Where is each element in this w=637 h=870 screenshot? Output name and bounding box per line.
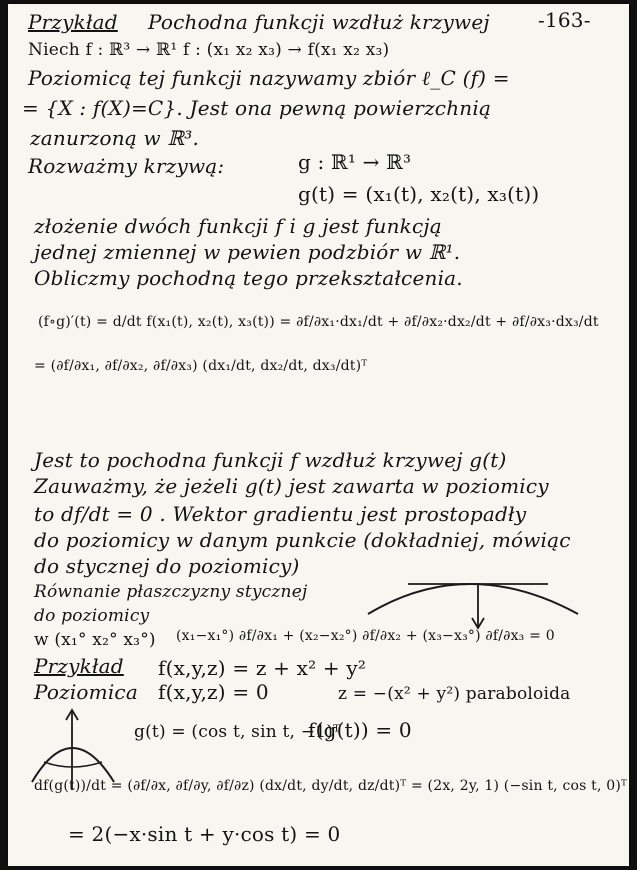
page-number: -163- [538,8,591,32]
text-line: Rozważmy krzywą: [28,154,225,178]
text-line: złożenie dwóch funkcji f i g jest funkcją [34,214,442,238]
formula-line: f(x,y,z) = z + x² + y² [158,656,367,680]
formula-line: = 2(−x·sin t + y·cos t) = 0 [68,822,341,846]
text-line: do poziomicy w danym punkcie (dokładniej, mówiąc [34,528,571,552]
text-line: Obliczmy pochodną tego przekształcenia. [34,266,463,290]
text-line: = {X : f(X)=C}. Jest ona pewną powierzchnią [22,96,492,120]
heading-example: Przykład [28,10,118,34]
formula-line: df(g(t))/dt = (∂f/∂x, ∂f/∂y, ∂f/∂z) (dx/dt, dy/dt, dz/dt)ᵀ = (2x, 2y, 1) (−sin t, cos t, 0)ᵀ [34,778,628,794]
formula-line: z = −(x² + y²) paraboloida [338,684,571,704]
heading-example: Przykład [34,654,124,678]
text-line: to df/dt = 0 . Wektor gradientu jest prostopadły [34,502,527,526]
text-line: Jest to pochodna funkcji f wzdłuż krzywej g(t) [34,448,507,472]
formula-line: f(g(t)) = 0 [308,718,412,742]
text-line: do poziomicy [34,606,150,626]
formula-line: (x₁−x₁°) ∂f/∂x₁ + (x₂−x₂°) ∂f/∂x₂ + (x₃−x₃°) ∂f/∂x₃ = 0 [176,628,555,644]
text-line: Poziomica [34,680,138,704]
text-line: zanurzoną w ℝ³. [30,126,199,150]
text-line: do stycznej do poziomicy) [34,554,300,578]
formula-line: g : ℝ¹ → ℝ³ [298,150,412,174]
formula-line: g(t) = (cos t, sin t, −1)ᵀ [134,722,341,742]
formula-line: g(t) = (x₁(t), x₂(t), x₃(t)) [298,182,540,206]
text-line: Równanie płaszczyzny stycznej [34,582,308,602]
formula-line: (f∘g)′(t) = d/dt f(x₁(t), x₂(t), x₃(t)) = ∂f/∂x₁·dx₁/dt + ∂f/∂x₂·dx₂/dt + ∂f/∂x₃·dx₃/dt [38,314,599,330]
paraboloid-sketch [22,704,132,794]
text-line: Zauważmy, że jeżeli g(t) jest zawarta w poziomicy [34,474,549,498]
heading-topic: Pochodna funkcji wzdłuż krzywej [148,10,490,34]
notebook-page [8,4,629,866]
formula-line: f(x,y,z) = 0 [158,680,269,704]
text-line: jednej zmiennej w pewien podzbiór w ℝ¹. [34,240,461,264]
text-line: w (x₁° x₂° x₃°) [34,630,156,650]
formula-line: = (∂f/∂x₁, ∂f/∂x₂, ∂f/∂x₃) (dx₁/dt, dx₂/dt, dx₃/dt)ᵀ [34,358,368,374]
level-set-sketch [348,564,608,644]
text-line: Niech f : ℝ³ → ℝ¹ f : (x₁ x₂ x₃) → f(x₁ x₂ x₃) [28,40,390,60]
text-line: Poziomicą tej funkcji nazywamy zbiór ℓ_C (f) = [28,66,510,90]
